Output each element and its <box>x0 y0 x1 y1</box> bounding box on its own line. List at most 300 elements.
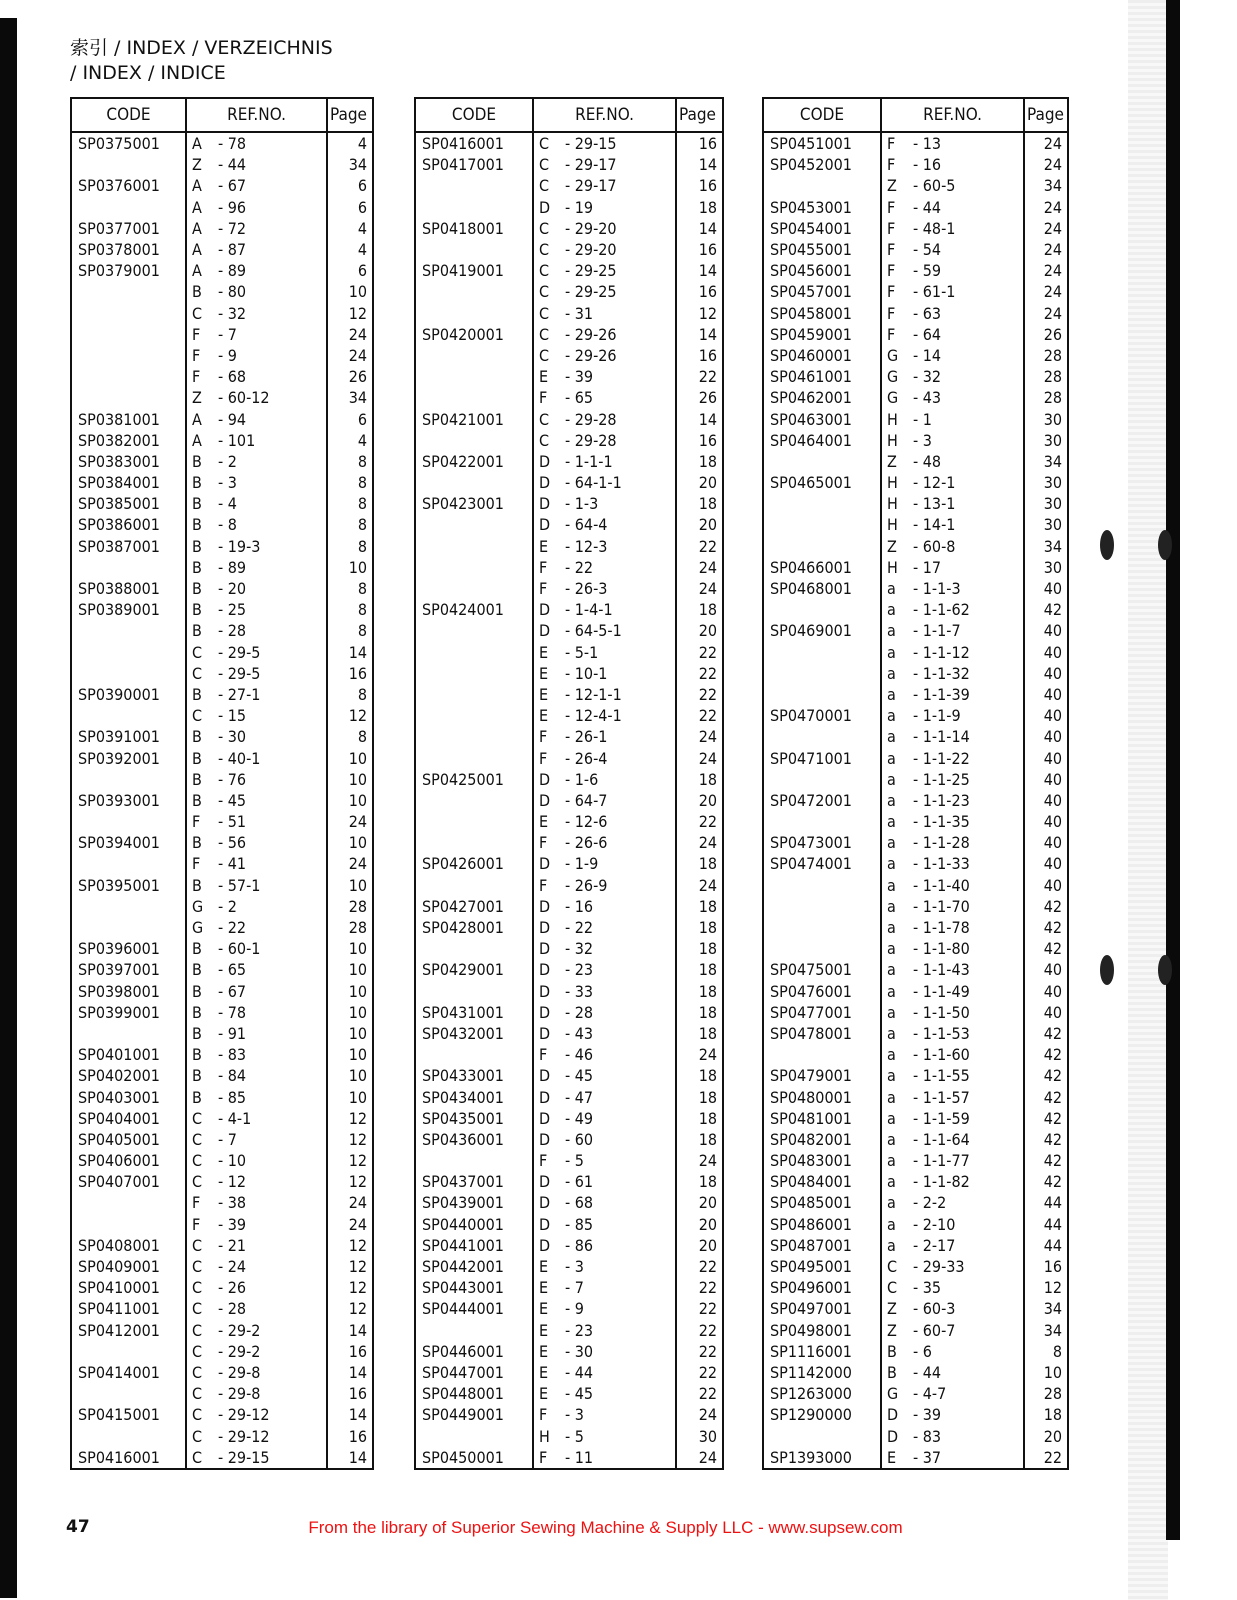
ref-number: - 2-10 <box>911 1214 1024 1235</box>
page-ref: 42 <box>1043 896 1063 916</box>
part-code <box>71 154 186 175</box>
table-row <box>71 599 373 620</box>
page-ref: 24 <box>348 854 368 874</box>
table-row <box>415 1150 723 1171</box>
ref-number: - 60-12 <box>216 387 327 408</box>
page-ref: 8 <box>357 600 368 620</box>
ref-number: - 56 <box>216 832 327 853</box>
ref-number: - 1-1-49 <box>911 981 1024 1002</box>
ref-number: - 49 <box>563 1108 676 1129</box>
part-code: SP0397001 <box>71 959 186 980</box>
part-code: SP0411001 <box>71 1298 186 1319</box>
scan-binding-edge-right <box>1166 0 1180 1540</box>
table-row <box>763 684 1068 705</box>
part-code: SP0432001 <box>415 1023 533 1044</box>
table-row <box>71 684 373 705</box>
part-code: SP0391001 <box>71 726 186 747</box>
page-ref: 28 <box>1043 1384 1063 1404</box>
ref-letter: H <box>887 409 898 429</box>
page-ref: 16 <box>698 345 718 365</box>
punch-hole <box>1100 530 1114 560</box>
page-ref: 42 <box>1043 1045 1063 1065</box>
table-row <box>763 197 1068 218</box>
ref-letter: C <box>192 1341 203 1361</box>
ref-number: - 3 <box>563 1256 676 1277</box>
table-row <box>71 451 373 472</box>
table-row <box>71 239 373 260</box>
part-code <box>415 536 533 557</box>
ref-letter: C <box>192 303 203 323</box>
page-ref: 18 <box>698 918 718 938</box>
page-ref: 24 <box>1043 261 1063 281</box>
page-ref: 24 <box>348 345 368 365</box>
table-row <box>415 1277 723 1298</box>
ref-number: - 29-12 <box>216 1404 327 1425</box>
table-row <box>71 514 373 535</box>
part-code <box>71 197 186 218</box>
table-row <box>415 1256 723 1277</box>
page-ref: 14 <box>698 155 718 175</box>
table-row <box>71 1044 373 1065</box>
page-ref: 18 <box>698 197 718 217</box>
part-code: SP1263000 <box>763 1383 881 1404</box>
part-code: SP0497001 <box>763 1298 881 1319</box>
page-ref: 12 <box>348 1235 368 1255</box>
table-row <box>415 1023 723 1044</box>
ref-letter: C <box>539 134 550 154</box>
ref-number: - 85 <box>563 1214 676 1235</box>
ref-number: - 5 <box>563 1150 676 1171</box>
part-code: SP0480001 <box>763 1086 881 1107</box>
ref-number: - 21 <box>216 1235 327 1256</box>
table-row <box>763 324 1068 345</box>
ref-letter: Z <box>192 388 202 408</box>
ref-letter: D <box>539 1172 551 1192</box>
ref-letter: A <box>192 176 202 196</box>
part-code: SP0485001 <box>763 1192 881 1213</box>
ref-letter: C <box>539 176 550 196</box>
table-row <box>763 769 1068 790</box>
ref-letter: E <box>539 684 549 704</box>
ref-letter: C <box>192 642 203 662</box>
part-code: SP0444001 <box>415 1298 533 1319</box>
ref-number: - 22 <box>216 917 327 938</box>
part-code: SP0468001 <box>763 578 881 599</box>
ref-letter: D <box>539 1129 551 1149</box>
page-header: Page <box>676 98 723 132</box>
table-row <box>763 1425 1068 1446</box>
part-code <box>71 1425 186 1446</box>
ref-number: - 5-1 <box>563 642 676 663</box>
table-row <box>415 811 723 832</box>
table-row <box>415 896 723 917</box>
ref-letter: B <box>192 536 202 556</box>
ref-number: - 14-1 <box>911 514 1024 535</box>
page-ref: 24 <box>698 1447 718 1467</box>
part-code <box>415 1320 533 1341</box>
ref-letter: G <box>887 345 899 365</box>
ref-letter: D <box>539 854 551 874</box>
table-row <box>415 832 723 853</box>
ref-letter: D <box>539 1108 551 1128</box>
table-row <box>415 1383 723 1404</box>
title-line-1: 索引 / INDEX / VERZEICHNIS <box>70 37 333 59</box>
ref-number: - 78 <box>216 132 327 154</box>
page-ref: 14 <box>698 409 718 429</box>
ref-letter: a <box>887 875 896 895</box>
table-row <box>71 1023 373 1044</box>
part-code: SP0381001 <box>71 408 186 429</box>
table-row <box>763 1341 1068 1362</box>
ref-letter: A <box>192 430 202 450</box>
page-ref: 42 <box>1043 1108 1063 1128</box>
page-ref: 8 <box>1052 1341 1063 1361</box>
page-ref: 24 <box>1043 155 1063 175</box>
ref-number: - 64-7 <box>563 790 676 811</box>
ref-number: - 2-17 <box>911 1235 1024 1256</box>
page-ref: 34 <box>1043 451 1063 471</box>
table-row <box>71 1298 373 1319</box>
ref-number: - 94 <box>216 408 327 429</box>
table-row <box>763 938 1068 959</box>
page-ref: 28 <box>1043 345 1063 365</box>
ref-letter: B <box>192 875 202 895</box>
punch-hole <box>1100 955 1114 985</box>
ref-letter: C <box>539 303 550 323</box>
ref-letter: C <box>192 1299 203 1319</box>
part-code: SP0476001 <box>763 981 881 1002</box>
ref-letter: A <box>192 218 202 238</box>
part-code: SP0386001 <box>71 514 186 535</box>
part-code: SP0460001 <box>763 345 881 366</box>
ref-letter: a <box>887 981 896 1001</box>
code-header: CODE <box>415 98 533 132</box>
table-row <box>415 1086 723 1107</box>
page-ref: 40 <box>1043 854 1063 874</box>
ref-number: - 12-3 <box>563 536 676 557</box>
ref-number: - 1-1-64 <box>911 1129 1024 1150</box>
page-ref: 40 <box>1043 769 1063 789</box>
ref-number: - 38 <box>216 1192 327 1213</box>
page-ref: 20 <box>1043 1426 1063 1446</box>
ref-letter: F <box>192 1214 201 1234</box>
page-ref: 12 <box>348 706 368 726</box>
ref-number: - 30 <box>563 1341 676 1362</box>
page-ref: 40 <box>1043 960 1063 980</box>
part-code <box>763 726 881 747</box>
table-row <box>763 917 1068 938</box>
part-code <box>763 917 881 938</box>
ref-letter: C <box>539 218 550 238</box>
part-code <box>71 1214 186 1235</box>
page-ref: 18 <box>698 451 718 471</box>
ref-letter: D <box>539 1002 551 1022</box>
page-ref: 40 <box>1043 706 1063 726</box>
ref-letter: C <box>192 1362 203 1382</box>
ref-number: - 16 <box>911 154 1024 175</box>
table-row <box>415 430 723 451</box>
page-ref: 14 <box>348 1405 368 1425</box>
page-ref: 20 <box>698 1235 718 1255</box>
ref-number: - 26-4 <box>563 747 676 768</box>
table-row <box>763 1044 1068 1065</box>
page-ref: 16 <box>348 1426 368 1446</box>
ref-letter: a <box>887 663 896 683</box>
table-row <box>763 896 1068 917</box>
index-table-body <box>763 132 1068 1469</box>
ref-letter: F <box>192 345 201 365</box>
ref-letter: F <box>192 812 201 832</box>
ref-letter: G <box>887 388 899 408</box>
ref-letter: Z <box>887 451 897 471</box>
part-code: SP0376001 <box>71 175 186 196</box>
ref-number: - 12-6 <box>563 811 676 832</box>
part-code: SP0429001 <box>415 959 533 980</box>
ref-number: - 83 <box>216 1044 327 1065</box>
part-code: SP0469001 <box>763 620 881 641</box>
part-code: SP0388001 <box>71 578 186 599</box>
ref-number: - 9 <box>216 345 327 366</box>
ref-number: - 41 <box>216 853 327 874</box>
ref-letter: G <box>192 918 204 938</box>
ref-letter: F <box>539 748 548 768</box>
ref-letter: a <box>887 1087 896 1107</box>
table-row <box>415 663 723 684</box>
page-ref: 18 <box>698 1066 718 1086</box>
part-code <box>415 472 533 493</box>
ref-number: - 59 <box>911 260 1024 281</box>
table-row <box>71 1002 373 1023</box>
ref-letter: a <box>887 939 896 959</box>
ref-letter: F <box>539 1405 548 1425</box>
page-ref: 30 <box>1043 473 1063 493</box>
ref-letter: C <box>539 324 550 344</box>
ref-number: - 29-28 <box>563 408 676 429</box>
page-ref: 6 <box>357 261 368 281</box>
table-row <box>763 1235 1068 1256</box>
ref-number: - 9 <box>563 1298 676 1319</box>
table-row <box>415 1298 723 1319</box>
table-row <box>71 1150 373 1171</box>
ref-number: - 1-1-22 <box>911 747 1024 768</box>
ref-letter: E <box>539 1341 549 1361</box>
table-row <box>763 218 1068 239</box>
ref-letter: B <box>192 769 202 789</box>
table-row <box>763 959 1068 980</box>
part-code <box>71 853 186 874</box>
page-header: Page <box>1024 98 1068 132</box>
ref-letter: C <box>192 1257 203 1277</box>
part-code <box>71 811 186 832</box>
ref-letter: F <box>192 1193 201 1213</box>
table-row <box>71 1404 373 1425</box>
ref-number: - 29-12 <box>216 1425 327 1446</box>
page-ref: 18 <box>698 1108 718 1128</box>
table-row <box>763 747 1068 768</box>
table-row <box>763 536 1068 557</box>
table-row <box>71 578 373 599</box>
ref-letter: F <box>539 875 548 895</box>
ref-number: - 26-9 <box>563 875 676 896</box>
page-ref: 42 <box>1043 1151 1063 1171</box>
part-code: SP0495001 <box>763 1256 881 1277</box>
ref-number: - 29-2 <box>216 1341 327 1362</box>
part-code: SP0473001 <box>763 832 881 853</box>
ref-number: - 29-25 <box>563 260 676 281</box>
part-code <box>415 281 533 302</box>
ref-number: - 10 <box>216 1150 327 1171</box>
part-code: SP0443001 <box>415 1277 533 1298</box>
ref-letter: a <box>887 896 896 916</box>
table-row <box>71 1108 373 1129</box>
ref-number: - 19-3 <box>216 536 327 557</box>
part-code: SP0419001 <box>415 260 533 281</box>
table-row <box>415 154 723 175</box>
table-row <box>415 345 723 366</box>
part-code <box>415 1044 533 1065</box>
table-row <box>71 345 373 366</box>
code-header: CODE <box>71 98 186 132</box>
ref-number: - 7 <box>216 324 327 345</box>
part-code: SP0431001 <box>415 1002 533 1023</box>
page-ref: 30 <box>1043 557 1063 577</box>
table-row <box>71 197 373 218</box>
table-row <box>415 472 723 493</box>
ref-letter: F <box>539 1045 548 1065</box>
table-row <box>415 1425 723 1446</box>
part-code <box>415 938 533 959</box>
page-number: 47 <box>66 1517 90 1537</box>
ref-number: - 23 <box>563 959 676 980</box>
ref-number: - 1-1-62 <box>911 599 1024 620</box>
ref-letter: F <box>887 134 896 154</box>
ref-letter: F <box>192 324 201 344</box>
part-code: SP0454001 <box>763 218 881 239</box>
table-row <box>71 853 373 874</box>
table-row <box>71 1320 373 1341</box>
part-code: SP0406001 <box>71 1150 186 1171</box>
part-code: SP0486001 <box>763 1214 881 1235</box>
ref-number: - 78 <box>216 1002 327 1023</box>
ref-letter: H <box>887 494 898 514</box>
ref-letter: a <box>887 1151 896 1171</box>
table-row <box>415 1002 723 1023</box>
part-code <box>763 451 881 472</box>
ref-letter: Z <box>887 536 897 556</box>
table-row <box>71 175 373 196</box>
table-row <box>763 408 1068 429</box>
ref-letter: B <box>192 727 202 747</box>
ref-letter: B <box>192 1087 202 1107</box>
page-ref: 40 <box>1043 981 1063 1001</box>
table-row <box>71 663 373 684</box>
page-ref: 8 <box>357 515 368 535</box>
part-code: SP0395001 <box>71 875 186 896</box>
ref-letter: E <box>539 1362 549 1382</box>
table-row <box>763 1192 1068 1213</box>
ref-letter: a <box>887 1002 896 1022</box>
table-row <box>71 1192 373 1213</box>
page-ref: 28 <box>1043 388 1063 408</box>
page-ref: 12 <box>348 1129 368 1149</box>
ref-number: - 10-1 <box>563 663 676 684</box>
ref-letter: a <box>887 833 896 853</box>
page-ref: 28 <box>348 896 368 916</box>
page-ref: 22 <box>698 684 718 704</box>
ref-number: - 61 <box>563 1171 676 1192</box>
table-row <box>415 1044 723 1065</box>
page-ref: 12 <box>348 1278 368 1298</box>
ref-letter: B <box>192 960 202 980</box>
ref-number: - 35 <box>911 1277 1024 1298</box>
part-code: SP0435001 <box>415 1108 533 1129</box>
page-ref: 16 <box>1043 1257 1063 1277</box>
part-code <box>415 642 533 663</box>
page-ref: 26 <box>698 388 718 408</box>
table-row <box>71 959 373 980</box>
ref-number: - 29-26 <box>563 345 676 366</box>
ref-letter: F <box>539 579 548 599</box>
ref-letter: a <box>887 1193 896 1213</box>
page-ref: 10 <box>348 557 368 577</box>
ref-number: - 1-1-9 <box>911 705 1024 726</box>
ref-letter: C <box>192 1384 203 1404</box>
table-row <box>71 620 373 641</box>
ref-letter: E <box>539 706 549 726</box>
ref-letter: B <box>192 557 202 577</box>
ref-number: - 39 <box>216 1214 327 1235</box>
ref-number: - 32 <box>216 303 327 324</box>
table-row <box>71 875 373 896</box>
ref-number: - 72 <box>216 218 327 239</box>
table-row <box>415 132 723 154</box>
ref-letter: F <box>887 303 896 323</box>
ref-letter: D <box>539 515 551 535</box>
page-ref: 10 <box>348 769 368 789</box>
page-ref: 30 <box>1043 515 1063 535</box>
page-ref: 18 <box>698 769 718 789</box>
part-code: SP0458001 <box>763 303 881 324</box>
table-row <box>415 599 723 620</box>
ref-letter: a <box>887 769 896 789</box>
part-code <box>415 366 533 387</box>
table-row <box>763 832 1068 853</box>
ref-number: - 17 <box>911 557 1024 578</box>
part-code: SP0470001 <box>763 705 881 726</box>
ref-letter: B <box>192 1002 202 1022</box>
ref-number: - 29-5 <box>216 663 327 684</box>
part-code <box>415 387 533 408</box>
ref-letter: D <box>539 790 551 810</box>
ref-number: - 45 <box>563 1065 676 1086</box>
table-row <box>415 642 723 663</box>
ref-letter: C <box>539 282 550 302</box>
ref-number: - 29-8 <box>216 1383 327 1404</box>
table-row <box>415 959 723 980</box>
table-row <box>71 1341 373 1362</box>
page-ref: 16 <box>348 663 368 683</box>
ref-number: - 25 <box>216 599 327 620</box>
table-row <box>415 981 723 1002</box>
table-row <box>763 260 1068 281</box>
part-code <box>71 917 186 938</box>
ref-letter: C <box>192 1447 203 1467</box>
page-ref: 6 <box>357 176 368 196</box>
ref-letter: F <box>539 1447 548 1467</box>
scan-edge-texture <box>1128 0 1168 1600</box>
table-row <box>415 218 723 239</box>
table-row <box>415 747 723 768</box>
